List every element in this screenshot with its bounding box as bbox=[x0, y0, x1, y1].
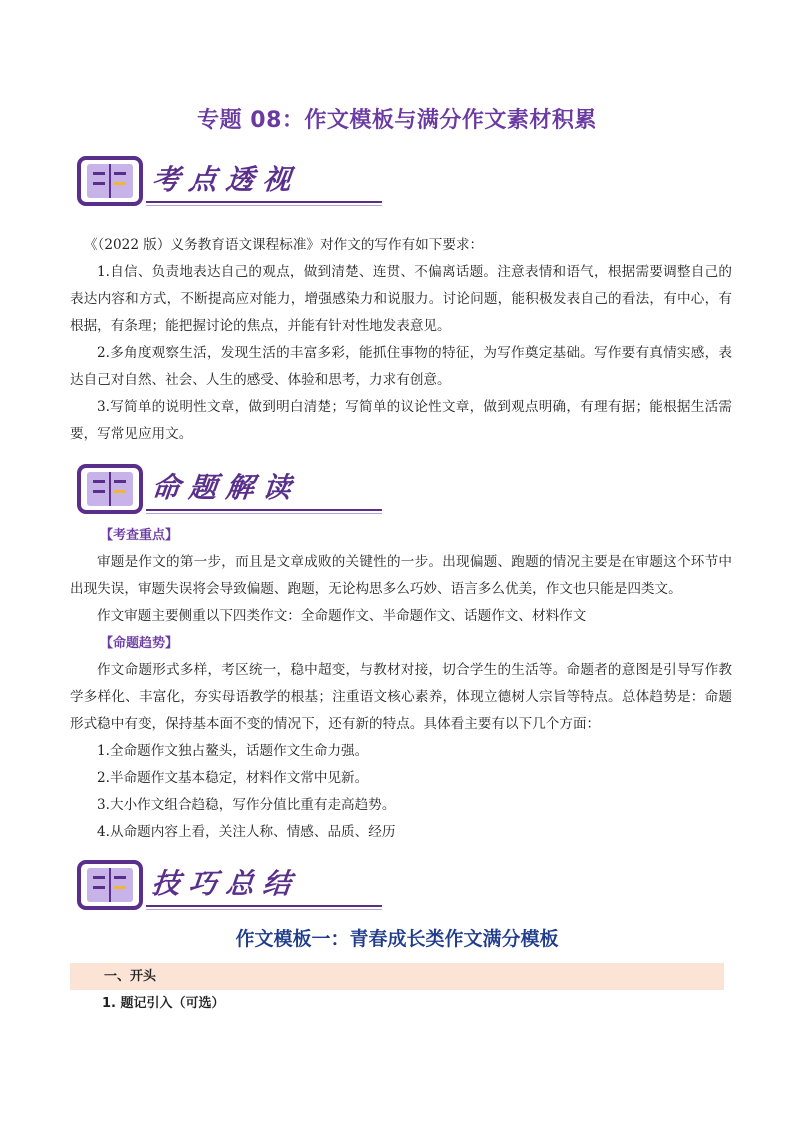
banner-underline bbox=[146, 509, 382, 511]
section-banner-jiqiao bbox=[76, 856, 316, 914]
book-icon bbox=[76, 460, 146, 518]
section1-item-1: 1.自信、负责地表达自己的观点，做到清楚、连贯、不偏离话题。注意表情和语气，根据需要调整自己的表达内容和方式，不断提高应对能力，增强感染力和说服力。讨论问题，能积极发表自己的看法，有中心，有根据，有条理；能把握讨论的焦点，并能有针对性地发表意见。 bbox=[70, 264, 732, 334]
section1-item-3: 3.写简单的说明性文章，做到明白清楚；写简单的议论性文章，做到观点明确，有理有据；能根据生活需要，写常见应用文。 bbox=[70, 399, 732, 442]
section2-tag-trend: 【命题趋势】 bbox=[100, 636, 179, 651]
section1-body bbox=[70, 232, 732, 448]
section2-item-1: 1.全命题作文独占鳌头，话题作文生命力强。 bbox=[97, 743, 369, 759]
section-banner-title: 考点透视 bbox=[150, 163, 302, 196]
book-icon bbox=[76, 152, 146, 210]
template-row-label: 一、开头 bbox=[104, 969, 157, 984]
book-icon bbox=[76, 856, 146, 914]
section1-item-2: 2.多角度观察生活，发现生活的丰富多彩，能抓住事物的特征，为写作奠定基础。写作要有真情实感，表达自己对自然、社会、人生的感受、体验和思考，力求有创意。 bbox=[70, 345, 732, 388]
section2-para-2: 作文审题主要侧重以下四类作文：全命题作文、半命题作文、话题作文、材料作文 bbox=[97, 608, 587, 624]
section-banner-mingti bbox=[76, 460, 316, 518]
section2-item-4: 4.从命题内容上看，关注人称、情感、品质、经历 bbox=[97, 824, 396, 840]
section1-intro: 《（2022 版）义务教育语文课程标准》对作文的写作有如下要求： bbox=[84, 237, 484, 253]
section2-tag-focus: 【考查重点】 bbox=[100, 528, 179, 543]
banner-underline bbox=[146, 201, 382, 203]
template-title: 作文模板一：青春成长类作文满分模板 bbox=[235, 928, 559, 950]
section2-body bbox=[70, 522, 732, 846]
page-title: 专题 08：作文模板与满分作文素材积累 bbox=[197, 108, 597, 133]
section2-item-3: 3.大小作文组合趋稳，写作分值比重有走高趋势。 bbox=[97, 797, 396, 813]
section2-para-3: 作文命题形式多样，考区统一，稳中超变，与教材对接，切合学生的生活等。命题者的意图是引导写作教学多样化、丰富化，夯实母语教学的根基；注重语文核心素养，体现立德树人宗旨等特点。总体趋势是：命题形式稳中有变，保持基本面不变的情况下，还有新的特点。具体看主要有以下几个方面： bbox=[70, 662, 732, 732]
section-banner-title: 技巧总结 bbox=[150, 867, 302, 900]
section-banner-kaodian bbox=[76, 152, 316, 210]
banner-underline bbox=[146, 905, 382, 907]
section-banner-title: 命题解读 bbox=[150, 471, 302, 504]
section2-item-2: 2.半命题作文基本稳定，材料作文常中见新。 bbox=[97, 770, 369, 786]
template-sub-heading: 1. 题记引入（可选） bbox=[102, 996, 225, 1011]
template-row-opening bbox=[70, 963, 724, 990]
section2-para-1: 审题是作文的第一步，而且是文章成败的关键性的一步。出现偏题、跑题的情况主要是在审题这个环节中出现失误，审题失误将会导致偏题、跑题，无论构思多么巧妙、语言多么优美，作文也只能是四类文。 bbox=[70, 554, 732, 597]
